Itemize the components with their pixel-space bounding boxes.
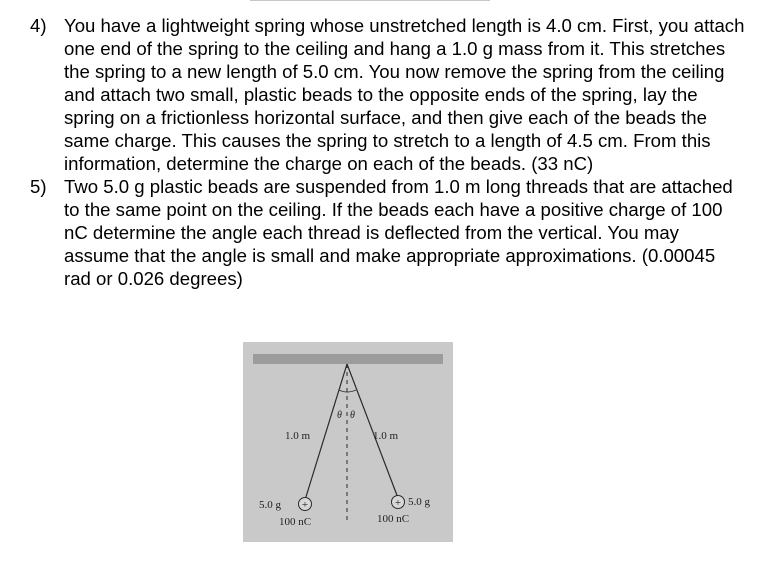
problem-text: Two 5.0 g plastic beads are suspended from 1.0 m long threads that are attached to the same point on the ceiling. If the beads each have a positive charge of 100 nC determine the angle each thread is deflected from the vertical. You may assume that the angle is small and make appropriate approximations. (0.00045 rad or 0.026 degrees) xyxy=(64,176,733,289)
left-charge-label: 100 nC xyxy=(279,516,312,528)
charged-beads-figure xyxy=(243,342,453,542)
problem-5 xyxy=(30,175,745,290)
right-charge-sign: + xyxy=(394,497,402,509)
problem-number: 4) xyxy=(30,15,47,36)
right-mass-label: 5.0 g xyxy=(408,496,430,508)
problem-text: You have a lightweight spring whose unstretched length is 4.0 cm. First, you attach one end of the spring to the ceiling and hang a 1.0 g mass from it. This stretches the spring to a new length of 5.0 cm. You now remove the spring from the ceiling and attach two small, plastic beads to the opposite ends of the spring, lay the spring on a frictionless horizontal surface, and then give each of the beads the same charge. This causes the spring to stretch to a length of 4.5 cm. From this information, determine the charge on each of the beads. (33 nC) xyxy=(64,15,745,174)
ceiling xyxy=(253,354,443,364)
problem-4 xyxy=(30,14,745,175)
theta-right-label: θ xyxy=(350,410,355,421)
problem-list xyxy=(30,14,745,290)
problem-number: 5) xyxy=(30,176,47,197)
top-divider xyxy=(250,0,490,1)
figure-svg xyxy=(243,342,453,542)
left-thread-length-label: 1.0 m xyxy=(285,430,311,442)
right-thread-length-label: 1.0 m xyxy=(373,430,399,442)
left-mass-label: 5.0 g xyxy=(259,499,281,511)
theta-left-label: θ xyxy=(337,410,342,421)
figure-background xyxy=(243,342,453,542)
left-charge-sign: + xyxy=(301,499,309,511)
right-charge-label: 100 nC xyxy=(377,513,410,525)
